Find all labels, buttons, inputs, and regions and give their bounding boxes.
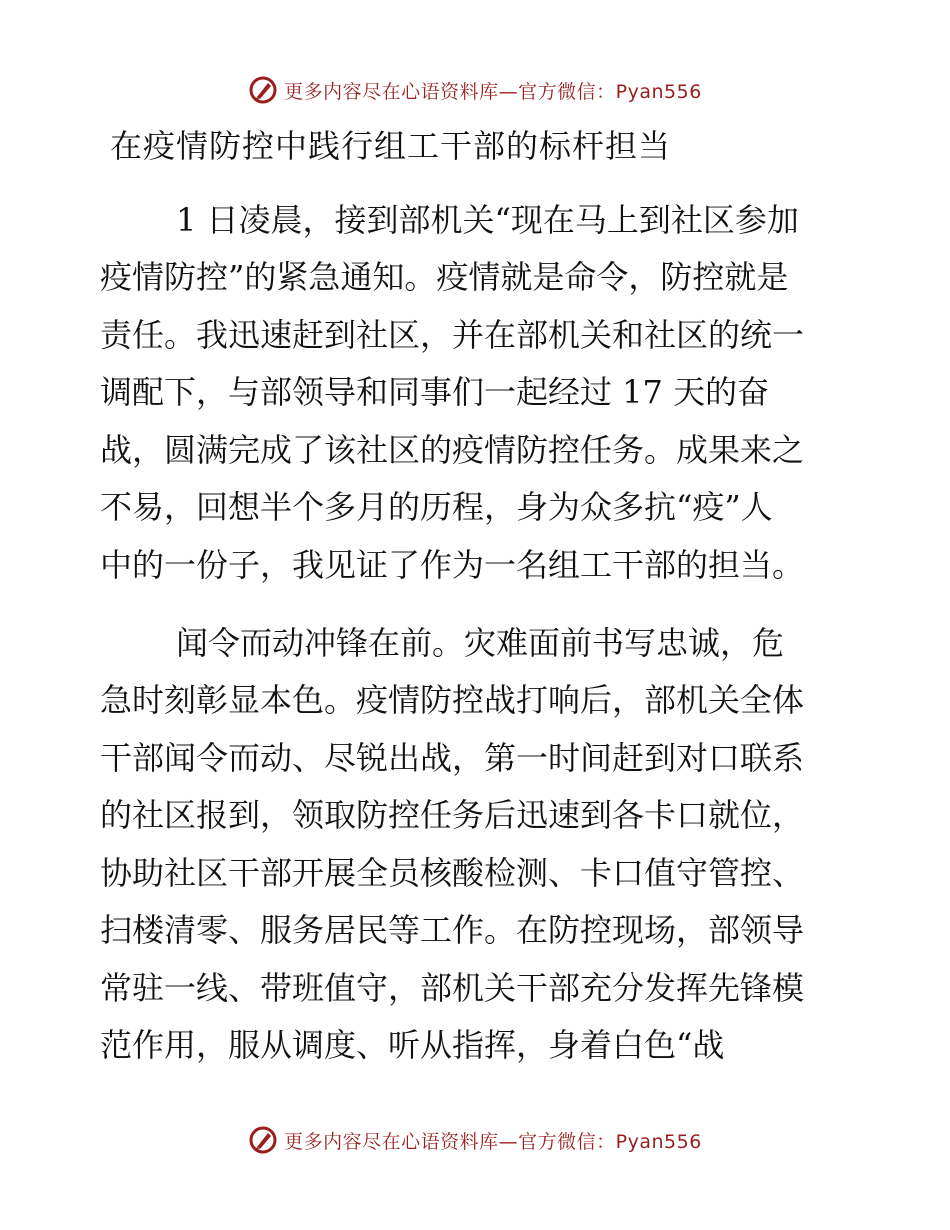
paragraph-2-line: 扫楼清零、服务居民等工作。在防控现场，部领导 — [100, 911, 805, 949]
paragraph-1-line: 不易，回想半个多月的历程，身为众多抗“疫”人 — [100, 488, 773, 526]
footer-banner — [0, 1120, 950, 1160]
document-title: 在疫情防控中践行组工干部的标杆担当 — [110, 127, 672, 165]
header-banner — [0, 70, 950, 110]
paragraph-2-line: 范作用，服从调度、听从指挥，身着白色“战 — [100, 1026, 725, 1064]
paragraph-2-line: 的社区报到，领取防控任务后迅速到各卡口就位， — [100, 796, 805, 834]
paragraph-1-line: 中的一份子，我见证了作为一名组工干部的担当。 — [100, 546, 805, 584]
paragraph-1-line: 战，圆满完成了该社区的疫情防控任务。成果来之 — [100, 431, 805, 469]
paragraph-2-line: 干部闻令而动、尽锐出战，第一时间赶到对口联系 — [100, 739, 805, 777]
pen-logo-icon — [248, 75, 278, 105]
paragraph-1-line: 疫情防控”的紧急通知。疫情就是命令，防控就是 — [100, 258, 789, 296]
header-banner-text: 更多内容尽在心语资料库—官方微信：Pyan556 — [284, 80, 702, 103]
pen-logo-icon — [248, 1125, 278, 1155]
paragraph-2-line: 急时刻彰显本色。疫情防控战打响后，部机关全体 — [100, 681, 805, 719]
paragraph-2-line: 闻令而动冲锋在前。灾难面前书写忠诚，危 — [176, 624, 785, 662]
paragraph-2-line: 常驻一线、带班值守，部机关干部充分发挥先锋模 — [100, 969, 805, 1007]
footer-banner-text: 更多内容尽在心语资料库—官方微信：Pyan556 — [284, 1130, 702, 1153]
paragraph-1-line: 调配下，与部领导和同事们一起经过 17 天的奋 — [100, 373, 770, 411]
paragraph-1-line: 责任。我迅速赶到社区，并在部机关和社区的统一 — [100, 316, 805, 354]
paragraph-1-line: 1 日凌晨，接到部机关“现在马上到社区参加 — [176, 201, 799, 239]
paragraph-2-line: 协助社区干部开展全员核酸检测、卡口值守管控、 — [100, 854, 805, 892]
